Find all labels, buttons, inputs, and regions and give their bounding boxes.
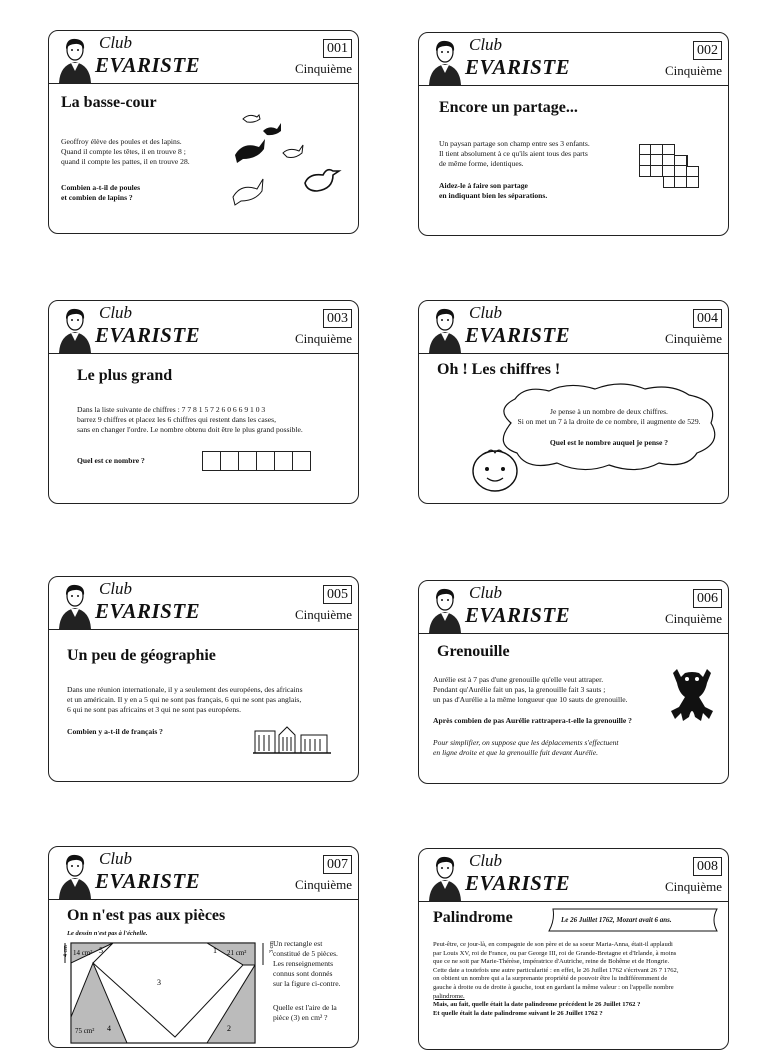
note-text: Le dessin n'est pas à l'échelle.: [67, 930, 148, 937]
evariste-label: EVARISTE: [465, 55, 571, 79]
field-grid: [639, 144, 699, 188]
card-title: Le plus grand: [77, 367, 173, 384]
portrait-icon: [427, 855, 463, 901]
level-label: Cinquième: [294, 607, 352, 622]
portrait-icon: [57, 853, 93, 899]
card-header: [49, 847, 358, 900]
evariste-label: EVARISTE: [465, 603, 571, 627]
answer-box[interactable]: [256, 451, 275, 471]
card-number: 005: [323, 585, 352, 604]
question-text: Quel est le nombre auquel je pense ?: [549, 438, 669, 447]
face-icon: [469, 445, 521, 493]
level-label: Cinquième: [294, 877, 352, 892]
piece-2-label: 2: [227, 1024, 231, 1033]
portrait-icon: [57, 583, 93, 629]
area-75-label: 75 cm²: [75, 1027, 95, 1035]
evariste-label: EVARISTE: [465, 323, 571, 347]
level-label: Cinquième: [294, 61, 352, 76]
card-header: [419, 581, 728, 634]
question-text: Combien y a-t-il de français ?: [67, 727, 163, 736]
card-008: [418, 848, 729, 1050]
club-label: Club: [99, 579, 133, 598]
thought-cloud: [491, 383, 723, 473]
height-3cm-label: 3 cm: [269, 941, 275, 953]
level-label: Cinquième: [664, 63, 722, 78]
card-number: 001: [323, 39, 352, 58]
card-header: [49, 301, 358, 354]
answer-box[interactable]: [274, 451, 293, 471]
card-number: 007: [323, 855, 352, 874]
club-label: Club: [99, 849, 133, 868]
evariste-label: EVARISTE: [465, 871, 571, 895]
portrait-icon: [427, 39, 463, 85]
portrait-icon: [427, 587, 463, 633]
answer-box[interactable]: [292, 451, 311, 471]
card-header: [419, 33, 728, 86]
thought-text: Je pense à un nombre de deux chiffres. Si on met un 7 à la droite de ce nombre, il augmente de 529.: [517, 407, 701, 426]
card-001: [48, 30, 359, 234]
question-text: Aidez-le à faire son partage en indiquant bien les séparations.: [439, 181, 548, 200]
card-title: Un peu de géographie: [67, 647, 216, 664]
frog-icon: [669, 667, 715, 725]
portrait-icon: [427, 307, 463, 353]
card-title: Oh ! Les chiffres !: [437, 361, 561, 378]
level-label: Cinquième: [664, 331, 722, 346]
card-header: [49, 577, 358, 630]
animals-icon: [229, 109, 349, 209]
card-002: [418, 32, 729, 236]
card-number: 006: [693, 589, 722, 608]
question-text: Combien a-t-il de poules et combien de lapins ?: [61, 183, 141, 202]
club-label: Club: [99, 303, 133, 322]
club-label: Club: [99, 33, 133, 52]
problem-text: Aurélie est à 7 pas d'une grenouille qu'elle veut attraper. Pendant qu'Aurélie fait un pas, la grenouille fait 3 sauts ; un pas d'Aurélie a la même longueur que 10 sauts de grenouille.: [433, 675, 628, 704]
card-004: [418, 300, 729, 504]
card-title: La basse-cour: [61, 94, 157, 111]
card-007: [48, 846, 359, 1048]
problem-text: Un paysan partage son champ entre ses 3 enfants. Il tient absolument à ce qu'ils aient tous des parts de même forme, identiques.: [439, 139, 590, 168]
evariste-label: EVARISTE: [95, 869, 201, 893]
level-label: Cinquième: [664, 879, 722, 894]
card-title: Encore un partage...: [439, 99, 578, 116]
card-006: [418, 580, 729, 784]
card-header: [419, 301, 728, 354]
height-4cm-label: 4 cm: [63, 945, 69, 957]
evariste-label: EVARISTE: [95, 53, 201, 77]
card-005: [48, 576, 359, 782]
problem-text: Un rectangle est constitué de 5 pièces. Les renseignements connus sont donnés sur la figure ci-contre.: [273, 939, 341, 988]
card-number: 003: [323, 309, 352, 328]
piece-4-label: 4: [107, 1024, 111, 1033]
evariste-label: EVARISTE: [95, 599, 201, 623]
area-14-label: 14 cm²: [73, 949, 93, 957]
club-label: Club: [469, 851, 503, 870]
area-21-label: 21 cm²: [227, 949, 247, 957]
question-text: Quel est ce nombre ?: [77, 456, 145, 465]
club-label: Club: [469, 35, 503, 54]
card-003: [48, 300, 359, 504]
evariste-label: EVARISTE: [95, 323, 201, 347]
question-text: Mais, au fait, quelle était la date palindrome précédent le 26 Juillet 1762 ? Et quelle était la date palindrome suivant le 26 Juillet 1762 ?: [433, 1001, 641, 1017]
problem-text: Dans une réunion internationale, il y a seulement des européens, des africains et un américain. Il y en a 5 qui ne sont pas français, 6 qui ne sont pas anglais, 6 qui ne sont pas africains et 3 qui ne sont pas européens.: [67, 685, 303, 714]
card-header: [419, 849, 728, 902]
piece-3-label: 3: [157, 978, 161, 987]
problem-text: Peut-être, ce jour-là, en compagnie de son père et de sa soeur Maria-Anna, était-il applaudi par Louis XV, roi de France, ou par George III, roi de Grande-Bretagne et d'Irlande, à moins que ce ne soit par Marie-Thérèse, impératrice d'Autriche, reine de Bohême et de Hongrie. Cette date a toutefois une autre particularité : en effet, le 26 Juillet 1762 s'écrivant 26 7 1762, on obtient un nombre qui a la surprenante propriété de pouvoir être lu indifféremment de gauche à droite ou de droite à gauche, tout en gardant la même valeur : on l'appelle nombre palindrome.: [433, 941, 679, 1000]
level-label: Cinquième: [664, 611, 722, 626]
note-text: Pour simplifier, on suppose que les déplacements s'effectuent en ligne droite et que la grenouille fuit devant Aurélie.: [433, 738, 619, 757]
answer-box[interactable]: [220, 451, 239, 471]
club-label: Club: [469, 303, 503, 322]
answer-boxes: [203, 451, 311, 476]
club-label: Club: [469, 583, 503, 602]
banner-text: Le 26 Juillet 1762, Mozart avait 6 ans.: [561, 916, 672, 924]
card-number: 002: [693, 41, 722, 60]
answer-box[interactable]: [202, 451, 221, 471]
card-number: 004: [693, 309, 722, 328]
question-text: Quelle est l'aire de la pièce (3) en cm² ?: [273, 1003, 337, 1022]
portrait-icon: [57, 37, 93, 83]
piece-1-label: 1: [213, 946, 217, 955]
card-title: On n'est pas aux pièces: [67, 907, 226, 924]
problem-text: Geoffroy élève des poules et des lapins. Quand il compte les têtes, il en trouve 8 ; quand il compte les pattes, il en trouve 28.: [61, 137, 190, 166]
card-header: [49, 31, 358, 84]
card-title: Palindrome: [433, 909, 513, 926]
question-text: Après combien de pas Aurélie rattrapera-t-elle la grenouille ?: [433, 716, 632, 725]
buildings-icon: [253, 725, 331, 755]
portrait-icon: [57, 307, 93, 353]
card-title: Grenouille: [437, 643, 510, 660]
piece-5-label: 5: [99, 946, 103, 955]
answer-box[interactable]: [238, 451, 257, 471]
rectangle-figure: [57, 937, 275, 1037]
problem-text: Dans la liste suivante de chiffres : 7 7 8 1 5 7 2 6 0 6 6 9 1 0 3 barrez 9 chiffres et placez les 6 chiffres qui restent dans les cases, sans en changer l'ordre. Le nombre obtenu doit être le plus grand possible.: [77, 405, 303, 434]
card-number: 008: [693, 857, 722, 876]
level-label: Cinquième: [294, 331, 352, 346]
